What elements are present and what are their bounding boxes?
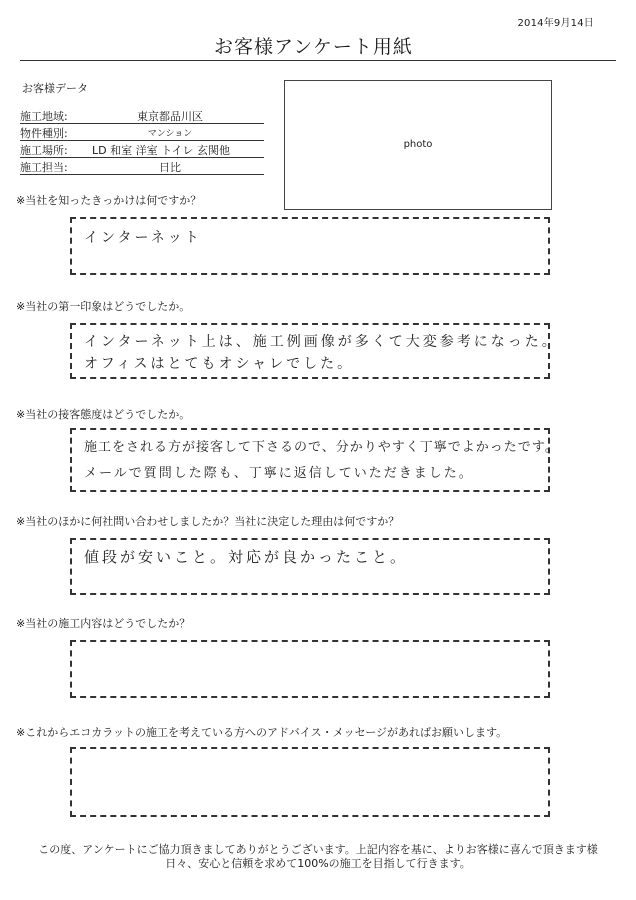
info-label: 施工担当: xyxy=(20,161,68,174)
survey-date: 2014年9月14日 xyxy=(517,18,594,29)
info-label: 施工地域: xyxy=(20,110,68,123)
footer-line-2: 日々、安心と信頼を求めて100%の施工を目指して行きます。 xyxy=(165,857,471,870)
info-row-area xyxy=(20,107,264,124)
info-value: LD 和室 洋室 トイレ 玄関他 xyxy=(92,144,231,157)
info-value: 日比 xyxy=(159,161,181,174)
info-row-property-type xyxy=(20,124,264,141)
answer-box-5 xyxy=(70,640,550,698)
answer-2-line-2: オフィスはとてもオシャレでした。 xyxy=(84,356,355,372)
answer-1-line-1: インターネット xyxy=(84,230,202,246)
question-4: ※当社のほかに何社問い合わせしましたか？当社に決定した理由は何ですか？ xyxy=(16,515,400,528)
info-label: 施工場所: xyxy=(20,144,68,157)
answer-4-line-1: 値段が安いこと。対応が良かったこと。 xyxy=(84,548,409,566)
answer-box-1 xyxy=(70,217,550,275)
question-3: ※当社の接客態度はどうでしたか。 xyxy=(16,408,191,421)
info-value: 東京都品川区 xyxy=(137,110,203,123)
customer-data-heading: お客様データ xyxy=(22,82,88,95)
answer-box-4 xyxy=(70,538,550,595)
answer-box-6 xyxy=(70,747,550,817)
page-title: お客様アンケート用紙 xyxy=(214,36,413,58)
answer-2-line-1: インターネット上は、施工例画像が多くて大変参考になった。 xyxy=(84,334,559,350)
answer-box-3 xyxy=(70,428,559,492)
question-1: ※当社を知ったきっかけは何ですか？ xyxy=(16,194,202,207)
question-2: ※当社の第一印象はどうでしたか。 xyxy=(16,300,191,313)
customer-data-table xyxy=(20,107,264,175)
info-value: マンション xyxy=(147,129,193,139)
info-label: 物件種別: xyxy=(20,127,68,140)
answer-3-line-1: 施工をされる方が接客して下さるので、分かりやすく丁寧でよかったです。 xyxy=(84,440,559,455)
answer-box-2 xyxy=(70,323,559,379)
info-row-location xyxy=(20,141,264,158)
footer-message xyxy=(0,843,636,871)
answer-3-line-2: メールで質問した際も、丁寧に返信していただきました。 xyxy=(84,466,474,481)
question-5: ※当社の施工内容はどうでしたか？ xyxy=(16,617,191,630)
info-row-staff xyxy=(20,158,264,175)
photo-label: photo xyxy=(403,139,433,150)
title-divider xyxy=(20,60,616,61)
question-6: ※これからエコカラットの施工を考えている方へのアドバイス・メッセージがあればお願いします。 xyxy=(16,726,508,739)
photo-placeholder xyxy=(284,80,552,210)
footer-line-1: この度、アンケートにご協力頂きましてありがとうございます。上記内容を基に、よりお客様に喜んで頂きます様 xyxy=(38,843,598,856)
